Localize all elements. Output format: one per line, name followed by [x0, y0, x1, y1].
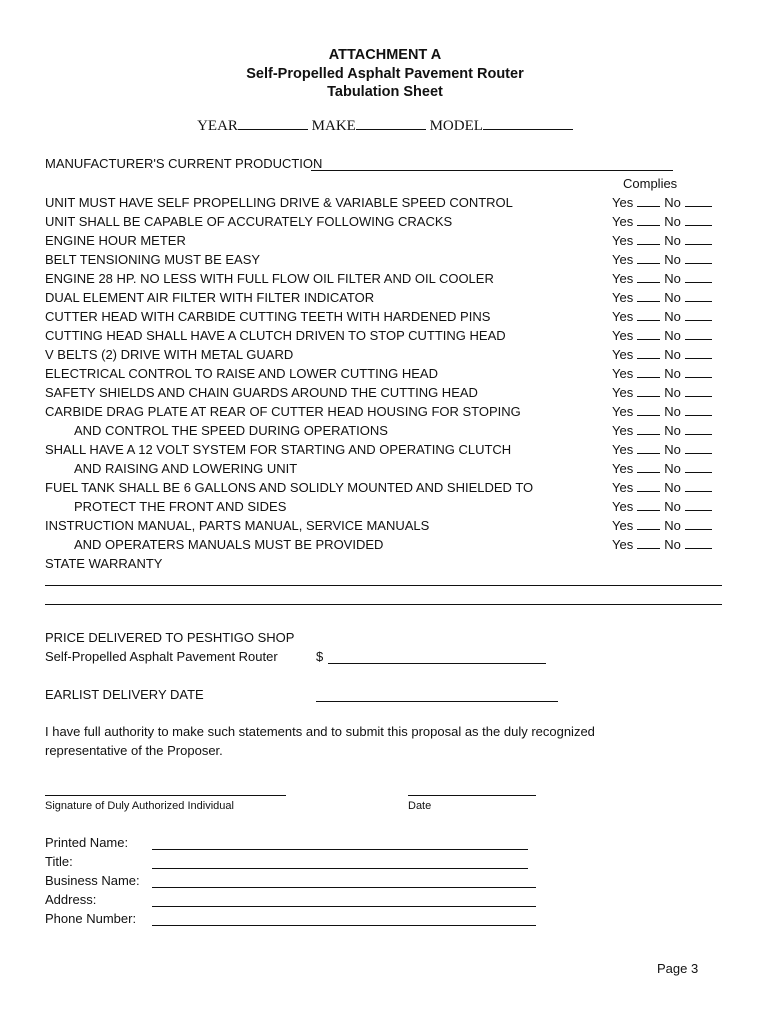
yes-label: Yes — [612, 309, 634, 324]
complies-row — [612, 250, 712, 269]
header-line-3: Tabulation Sheet — [327, 84, 443, 100]
delivery-label: EARLIST DELIVERY DATE — [45, 687, 204, 702]
requirement-text: ENGINE HOUR METER — [45, 233, 186, 248]
year-label: YEAR — [197, 118, 238, 134]
signature-label: Signature of Duly Authorized Individual — [45, 800, 234, 812]
yes-blank[interactable] — [637, 442, 660, 454]
no-blank[interactable] — [685, 328, 712, 340]
complies-row — [612, 193, 712, 212]
yes-label: Yes — [612, 480, 634, 495]
no-blank[interactable] — [685, 290, 712, 302]
yes-label: Yes — [612, 290, 634, 305]
model-blank[interactable] — [483, 118, 573, 130]
yes-blank[interactable] — [637, 366, 660, 378]
price-heading: PRICE DELIVERED TO PESHTIGO SHOP — [45, 630, 295, 645]
yes-label: Yes — [612, 271, 634, 286]
no-label: No — [664, 423, 681, 438]
yes-label: Yes — [612, 537, 634, 552]
requirement-text: CARBIDE DRAG PLATE AT REAR OF CUTTER HEAD HOUSING FOR STOPING — [45, 404, 521, 419]
no-blank[interactable] — [685, 309, 712, 321]
contact-label: Phone Number: — [45, 911, 137, 926]
no-label: No — [664, 499, 681, 514]
complies-row — [612, 345, 712, 364]
contact-label: Printed Name: — [45, 835, 129, 850]
no-label: No — [664, 309, 681, 324]
contact-blank[interactable] — [152, 849, 528, 850]
complies-row — [612, 383, 712, 402]
yes-label: Yes — [612, 366, 634, 381]
requirement-text: CUTTER HEAD WITH CARBIDE CUTTING TEETH WITH HARDENED PINS — [45, 309, 491, 324]
manufacturer-label: MANUFACTURER'S CURRENT PRODUCTION — [45, 156, 323, 171]
complies-row — [612, 269, 712, 288]
requirement-text: FUEL TANK SHALL BE 6 GALLONS AND SOLIDLY MOUNTED AND SHIELDED TO — [45, 480, 534, 495]
no-label: No — [664, 518, 681, 533]
model-label: MODEL — [429, 118, 483, 134]
no-blank[interactable] — [685, 366, 712, 378]
yes-blank[interactable] — [637, 214, 660, 226]
yes-blank[interactable] — [637, 347, 660, 359]
complies-row — [612, 497, 712, 516]
complies-row — [612, 307, 712, 326]
no-blank[interactable] — [685, 499, 712, 511]
contact-label: Address: — [45, 892, 97, 907]
yes-blank[interactable] — [637, 423, 660, 435]
yes-blank[interactable] — [637, 537, 660, 549]
complies-row — [612, 421, 712, 440]
authority-line-1: I have full authority to make such statements and to submit this proposal as the duly recognized — [45, 724, 595, 739]
requirement-text: STATE WARRANTY — [45, 556, 163, 571]
header-line-2: Self-Propelled Asphalt Pavement Router — [246, 66, 524, 82]
year-blank[interactable] — [238, 118, 308, 130]
signature-blank[interactable] — [45, 795, 286, 796]
complies-row — [612, 288, 712, 307]
yes-label: Yes — [612, 404, 634, 419]
complies-header: Complies — [623, 176, 678, 191]
manufacturer-blank[interactable] — [311, 170, 673, 171]
yes-label: Yes — [612, 385, 634, 400]
no-label: No — [664, 366, 681, 381]
contact-label: Title: — [45, 854, 73, 869]
no-label: No — [664, 404, 681, 419]
yes-blank[interactable] — [637, 461, 660, 473]
no-blank[interactable] — [685, 537, 712, 549]
price-item: Self-Propelled Asphalt Pavement Router — [45, 649, 278, 664]
complies-row — [612, 459, 712, 478]
page-number: Page 3 — [657, 961, 699, 976]
make-label: MAKE — [311, 118, 356, 134]
no-label: No — [664, 442, 681, 457]
no-label: No — [664, 214, 681, 229]
complies-row — [612, 231, 712, 250]
complies-row — [612, 402, 712, 421]
requirement-text: AND RAISING AND LOWERING UNIT — [74, 461, 298, 476]
make-blank[interactable] — [356, 118, 426, 130]
no-blank[interactable] — [685, 480, 712, 492]
complies-row — [612, 478, 712, 497]
yes-blank[interactable] — [637, 290, 660, 302]
requirement-text: V BELTS (2) DRIVE WITH METAL GUARD — [45, 347, 294, 362]
requirement-text: DUAL ELEMENT AIR FILTER WITH FILTER INDICATOR — [45, 290, 375, 305]
no-label: No — [664, 537, 681, 552]
contact-blank[interactable] — [152, 868, 528, 869]
authority-line-2: representative of the Proposer. — [45, 743, 223, 758]
yes-label: Yes — [612, 518, 634, 533]
yes-blank[interactable] — [637, 252, 660, 264]
currency-symbol: $ — [316, 649, 324, 664]
requirement-text: PROTECT THE FRONT AND SIDES — [74, 499, 287, 514]
complies-row — [612, 326, 712, 345]
no-blank[interactable] — [685, 347, 712, 359]
requirement-text: INSTRUCTION MANUAL, PARTS MANUAL, SERVICE MANUALS — [45, 518, 430, 533]
requirement-text: CUTTING HEAD SHALL HAVE A CLUTCH DRIVEN TO STOP CUTTING HEAD — [45, 328, 506, 343]
price-blank[interactable] — [328, 663, 546, 664]
no-label: No — [664, 385, 681, 400]
no-label: No — [664, 328, 681, 343]
yes-label: Yes — [612, 195, 634, 210]
yes-label: Yes — [612, 233, 634, 248]
no-label: No — [664, 233, 681, 248]
no-blank[interactable] — [685, 442, 712, 454]
yes-blank[interactable] — [637, 518, 660, 530]
complies-row — [612, 212, 712, 231]
yes-blank[interactable] — [637, 328, 660, 340]
yes-label: Yes — [612, 499, 634, 514]
requirement-text: UNIT SHALL BE CAPABLE OF ACCURATELY FOLLOWING CRACKS — [45, 214, 453, 229]
requirement-text: SAFETY SHIELDS AND CHAIN GUARDS AROUND THE CUTTING HEAD — [45, 385, 478, 400]
no-label: No — [664, 195, 681, 210]
header-line-1: ATTACHMENT A — [328, 47, 442, 63]
no-label: No — [664, 252, 681, 267]
requirement-text: UNIT MUST HAVE SELF PROPELLING DRIVE & VARIABLE SPEED CONTROL — [45, 195, 513, 210]
no-blank[interactable] — [685, 423, 712, 435]
year-make-model — [0, 118, 770, 135]
complies-row — [612, 535, 712, 554]
no-blank[interactable] — [685, 252, 712, 264]
yes-label: Yes — [612, 461, 634, 476]
requirement-text: BELT TENSIONING MUST BE EASY — [45, 252, 261, 267]
no-blank[interactable] — [685, 404, 712, 416]
warranty-blank-1[interactable] — [45, 585, 722, 586]
requirement-text: ELECTRICAL CONTROL TO RAISE AND LOWER CUTTING HEAD — [45, 366, 438, 381]
no-blank[interactable] — [685, 233, 712, 245]
no-label: No — [664, 347, 681, 362]
yes-blank[interactable] — [637, 480, 660, 492]
yes-label: Yes — [612, 252, 634, 267]
yes-blank[interactable] — [637, 385, 660, 397]
yes-blank[interactable] — [637, 309, 660, 321]
complies-row — [612, 364, 712, 383]
requirement-text: SHALL HAVE A 12 VOLT SYSTEM FOR STARTING AND OPERATING CLUTCH — [45, 442, 512, 457]
yes-label: Yes — [612, 328, 634, 343]
contact-blank[interactable] — [152, 906, 536, 907]
complies-row — [612, 516, 712, 535]
contact-blank[interactable] — [152, 925, 536, 926]
complies-row — [612, 440, 712, 459]
no-blank[interactable] — [685, 271, 712, 283]
no-blank[interactable] — [685, 385, 712, 397]
yes-label: Yes — [612, 214, 634, 229]
no-blank[interactable] — [685, 195, 712, 207]
contact-label: Business Name: — [45, 873, 140, 888]
yes-blank[interactable] — [637, 404, 660, 416]
delivery-blank[interactable] — [316, 701, 558, 702]
yes-blank[interactable] — [637, 271, 660, 283]
yes-label: Yes — [612, 423, 634, 438]
contact-blank[interactable] — [152, 887, 536, 888]
no-label: No — [664, 290, 681, 305]
no-blank[interactable] — [685, 214, 712, 226]
requirement-text: AND OPERATERS MANUALS MUST BE PROVIDED — [74, 537, 384, 552]
yes-blank[interactable] — [637, 499, 660, 511]
yes-blank[interactable] — [637, 233, 660, 245]
no-label: No — [664, 461, 681, 476]
no-label: No — [664, 271, 681, 286]
yes-label: Yes — [612, 347, 634, 362]
no-blank[interactable] — [685, 461, 712, 473]
date-label: Date — [408, 800, 432, 812]
yes-blank[interactable] — [637, 195, 660, 207]
requirement-text: AND CONTROL THE SPEED DURING OPERATIONS — [74, 423, 388, 438]
warranty-blank-2[interactable] — [45, 604, 722, 605]
date-blank[interactable] — [408, 795, 536, 796]
no-blank[interactable] — [685, 518, 712, 530]
requirement-text: ENGINE 28 HP. NO LESS WITH FULL FLOW OIL FILTER AND OIL COOLER — [45, 271, 494, 286]
no-label: No — [664, 480, 681, 495]
yes-label: Yes — [612, 442, 634, 457]
